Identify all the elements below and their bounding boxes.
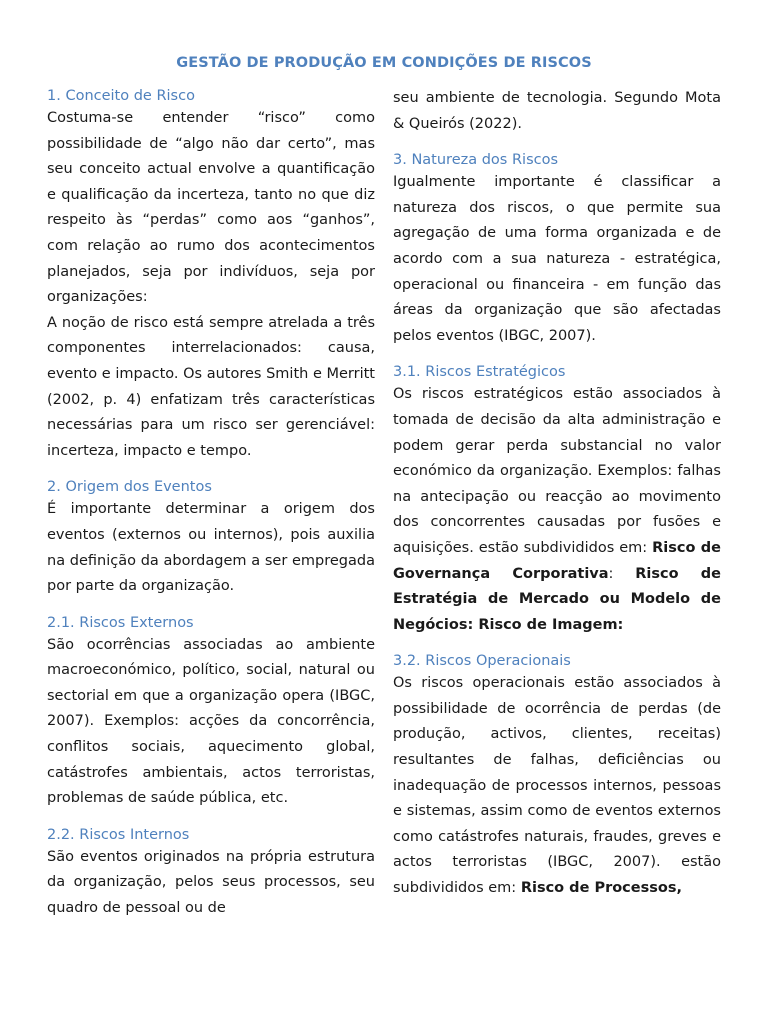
- section-heading-riscos-operacionais: 3.2. Riscos Operacionais: [393, 653, 571, 670]
- section-heading-riscos-estrategicos: 3.1. Riscos Estratégicos: [393, 364, 566, 381]
- section-heading-riscos-externos: 2.1. Riscos Externos: [47, 614, 194, 631]
- section-heading-conceito: 1. Conceito de Risco: [47, 88, 195, 104]
- section-heading-riscos-internos: 2.2. Riscos Internos: [47, 826, 190, 843]
- paragraph-riscos-internos: São eventos originados na própria estrutura da organização, pelos seus processos, seu quadro de pessoal ou de: [47, 848, 375, 917]
- paragraph-riscos-operacionais: [393, 671, 721, 901]
- text-riscos-operacionais: Os riscos operacionais estão associados à possibilidade de ocorrência de perdas (de produção, activos, clientes, receitas) resultantes de falhas, deficiências ou inadequação de processos internos, pessoas e sistemas, assim como de eventos externos como catástrofes naturais, fraudes, greves e actos terroristas (IBGC, 2007). estão subdivididos em:: [393, 675, 721, 897]
- section-heading-origem: 2. Origem dos Eventos: [47, 479, 212, 496]
- text-riscos-estrategicos: Os riscos estratégicos estão associados à tomada de decisão da alta administração e podem gerar perda substancial no valor económico da organização. Exemplos: falhas na antecipação ou reacção ao movimento dos concorrentes causadas por fusões e aquisições. estão subdivididos em:: [393, 386, 721, 556]
- document-title: GESTÃO DE PRODUÇÃO EM CONDIÇÕES DE RISCOS: [176, 55, 592, 71]
- paragraph-riscos-estrategicos: [393, 382, 721, 638]
- left-column: [47, 86, 375, 922]
- term-risco-processos: Risco de Processos,: [520, 880, 682, 897]
- paragraph-natureza: Igualmente importante é classificar a natureza dos riscos, o que permite sua agregação de uma forma organizada e de acordo com a sua natureza - estratégica, operacional ou financeira - em função das áreas da organização que são afectadas pelos eventos (IBGC, 2007).: [393, 174, 721, 344]
- paragraph-conceito-2: A noção de risco está sempre atrelada a três componentes interrelacionados: causa, evento e impacto. Os autores Smith e Merritt (2002, p. 4) enfatizam três características necessárias para um risco ser gerenciável: incerteza, impacto e tempo.: [47, 314, 375, 459]
- separator: :: [608, 565, 636, 582]
- right-column: [393, 86, 721, 902]
- paragraph-conceito-1: Costuma-se entender “risco” como possibilidade de “algo não dar certo”, mas seu conceito actual envolve a quantificação e qualificação da incerteza, tanto no que diz respeito às “perdas” como aos “ganhos”, com relação ao rumo dos acontecimentos planejados, seja por indivíduos, seja por organizações:: [47, 110, 375, 306]
- section-heading-natureza: 3. Natureza dos Riscos: [393, 152, 559, 169]
- term-estrategia-mercado-imagem: Risco de Estratégia de Mercado ou Modelo de Negócios: Risco de Imagem:: [393, 565, 721, 633]
- paragraph-origem: É importante determinar a origem dos eventos (externos ou internos), pois auxilia na definição da abordagem a ser empregada por parte da organização.: [47, 501, 375, 595]
- paragraph-riscos-externos: São ocorrências associadas ao ambiente macroeconómico, político, social, natural ou sectorial em que a organização opera (IBGC, 2007). Exemplos: acções da concorrência, conflitos sociais, aquecimento global, catástrofes ambientais, actos terroristas, problemas de saúde pública, etc.: [47, 636, 375, 807]
- term-governanca-corporativa: Risco de Governança Corporativa: [393, 539, 721, 582]
- paragraph-continuation: seu ambiente de tecnologia. Segundo Mota & Queirós (2022).: [393, 90, 721, 132]
